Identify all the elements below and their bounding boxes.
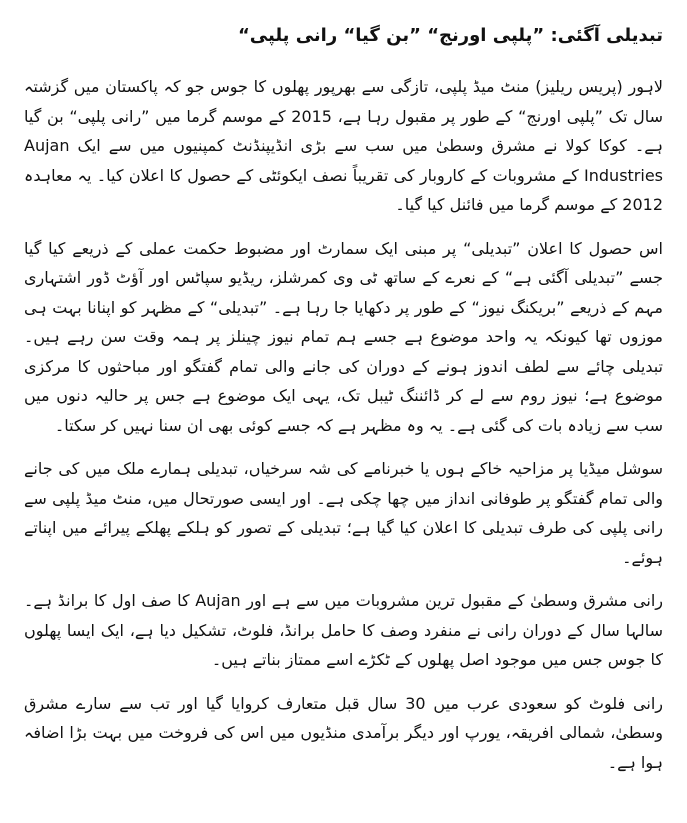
paragraph-3: سوشل میڈیا پر مزاحیہ خاکے ہوں یا خبرنامے کی شہ سرخیاں، تبدیلی ہمارے ملک میں کی جانے والی تمام گفتگو پر طوفانی انداز میں چھا چکی ہے۔ اور ایسی صورتحال میں، منٹ میڈ پلپی سے رانی پلپی کی طرف تبدیلی کا اعلان کیا گیا ہے؛ تبدیلی کے تصور کو ہلکے پھلکے پیرائے میں اپناتے ہوئے۔	[24, 459, 663, 567]
paragraph-5: رانی فلوٹ کو سعودی عرب میں 30 سال قبل متعارف کروایا گیا اور تب سے سارے مشرق وسطیٰ، شمالی افریقہ، یورپ اور دیگر برآمدی منڈیوں میں اس کی فروخت میں بہت بڑا اضافہ ہوا ہے۔	[24, 693, 663, 772]
paragraph-2: اس حصول کا اعلان ”تبدیلی“ پر مبنی ایک سمارٹ اور مضبوط حکمت عملی کے ذریعے کیا گیا جسے ”تبدیلی آگئی ہے“ کے نعرے کے ساتھ ٹی وی کمرشلز، ریڈیو سپاٹس اور آؤٹ ڈور اشتہاری مہم کے ذریعے ”بریکنگ نیوز“ کے طور پر دکھایا جا رہا ہے۔ ”تبدیلی“ کے مظہر کو اپنانا بہت ہی موزوں تھا کیونکہ یہ واحد موضوع ہے جسے ہم تمام نیوز چینلز پر ہمہ وقت سن رہے ہیں۔ تبدیلی چائے سے لطف اندوز ہونے کے دوران کی جانے والی تمام گفتگو اور مباحثوں کا مرکزی موضوع ہے؛ نیوز روم سے لے کر ڈائننگ ٹیبل تک، یہی ایک موضوع ہے جس پر حالیہ دنوں میں سب سے زیادہ بات کی گئی ہے۔ یہ وہ مظہر ہے کہ جسے کوئی بھی ان سنا نہیں کر سکتا۔	[24, 238, 663, 435]
article-title: تبدیلی آگئی: ”پلپی اورنج“ ”بن گیا“ رانی پلپی“	[237, 25, 663, 46]
paragraph-4: رانی مشرق وسطیٰ کے مقبول ترین مشروبات میں سے ہے اور Aujan کا صف اول کا برانڈ ہے۔ سالہا سال کے دوران رانی نے منفرد وصف کا حامل برانڈ، فلوٹ، تشکیل دیا ہے، ایک ایسا پھلوں کا جوس جس میں موجود اصل پھلوں کے ٹکڑے اسے ممتاز بناتے ہیں۔	[24, 591, 663, 669]
paragraph-1: لاہور (پریس ریلیز) منٹ میڈ پلپی، تازگی سے بھرپور پھلوں کا جوس جو کہ پاکستان میں گزشتہ سال تک ”پلپی اورنج“ کے طور پر مقبول رہا ہے، 2015 کے موسم گرما میں ”رانی پلپی“ بن گیا ہے۔ کوکا کولا نے مشرق وسطیٰ میں سب سے بڑی انڈیپنڈنٹ کمپنیوں میں سے ایک Aujan Industries کے مشروبات کے کاروبار کی تقریباً نصف ایکوئٹی کے حصول کا اعلان کیا۔ یہ معاہدہ 2012 کے موسم گرما میں فائنل کیا گیا۔	[24, 77, 663, 214]
